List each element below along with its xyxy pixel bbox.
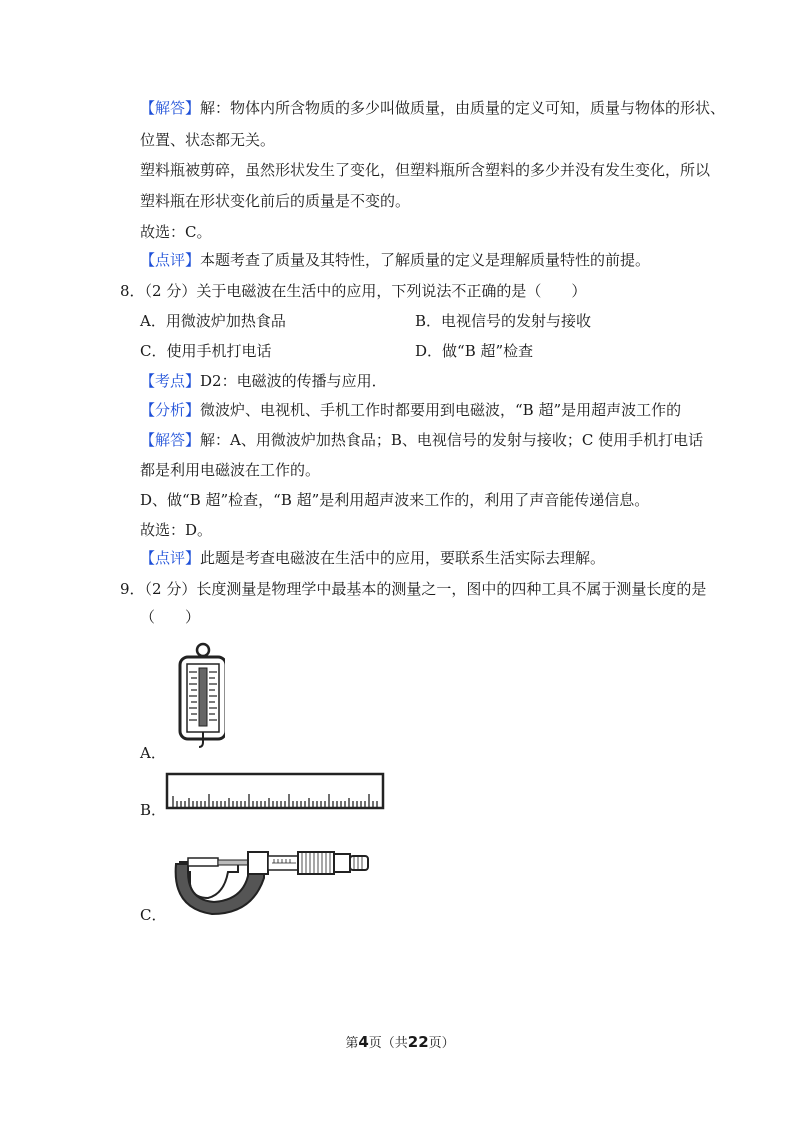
choice-text: 故选：C。 — [140, 223, 212, 241]
option-a: A．用微波炉加热食品 — [140, 312, 286, 330]
knowledge-point-line — [140, 371, 387, 391]
footer-prefix: 第 — [345, 1036, 359, 1051]
answer-paren: （ ） — [140, 608, 201, 626]
comment-tag: 【点评】 — [140, 549, 201, 567]
answer-text-line: 都是利用电磁波在工作的。 — [140, 461, 321, 479]
answer-tag: 【解答】 — [140, 431, 201, 449]
answer-text: 解：A、用微波炉加热食品；B、电视信号的发射与接收；C 使用手机打电话 — [200, 431, 704, 449]
option-b: B．电视信号的发射与接收 — [415, 312, 592, 330]
analysis-tag: 【分析】 — [140, 401, 201, 419]
answer-text-line: D、做“B 超”检查，“B 超”是利用超声波来工作的，利用了声音能传递信息。 — [140, 491, 650, 509]
figure-a-label: A． — [140, 744, 166, 762]
question-8-stem: 8．（2 分）关于电磁波在生活中的应用，下列说法不正确的是（ ） — [120, 282, 587, 300]
option-c: C．使用手机打电话 — [140, 342, 272, 360]
page-total: 22 — [407, 1033, 429, 1051]
footer-suffix: 页） — [428, 1036, 455, 1051]
figure-b-label: B． — [140, 801, 167, 819]
page-number: 4 — [358, 1033, 369, 1051]
comment-tag: 【点评】 — [140, 251, 201, 269]
answer-text-line: 塑料瓶在形状变化前后的质量是不变的。 — [140, 192, 411, 210]
option-d: D．做“B 超”检查 — [415, 342, 534, 360]
answer-tag: 【解答】 — [140, 99, 201, 117]
micrometer-icon — [168, 848, 388, 920]
knowledge-point-text: D2：电磁波的传播与应用． — [200, 372, 387, 390]
spring-scale-icon — [165, 640, 225, 748]
figure-c-label: C． — [140, 906, 167, 924]
answer-line — [140, 430, 703, 450]
question-9-stem: 9．（2 分）长度测量是物理学中最基本的测量之一，图中的四种工具不属于测量长度的是 — [120, 580, 707, 598]
comment-text: 此题是考查电磁波在生活中的应用，要联系生活实际去理解。 — [200, 549, 606, 567]
page-footer — [0, 1032, 800, 1051]
answer-text-line: 位置、状态都无关。 — [140, 131, 276, 149]
ruler-icon — [165, 772, 385, 810]
analysis-line — [140, 400, 681, 420]
answer-text: 解：物体内所含物质的多少叫做质量，由质量的定义可知，质量与物体的形状、 — [200, 99, 726, 117]
analysis-text: 微波炉、电视机、手机工作时都要用到电磁波，“B 超”是用超声波工作的 — [200, 401, 682, 419]
answer-line — [140, 98, 725, 118]
comment-line — [140, 250, 650, 270]
knowledge-point-tag: 【考点】 — [140, 372, 201, 390]
comment-line — [140, 548, 605, 568]
footer-mid: 页（共 — [368, 1036, 408, 1051]
comment-text: 本题考查了质量及其特性，了解质量的定义是理解质量特性的前提。 — [200, 251, 651, 269]
answer-text-line: 塑料瓶被剪碎，虽然形状发生了变化，但塑料瓶所含塑料的多少并没有发生变化，所以 — [140, 161, 711, 179]
choice-text: 故选：D。 — [140, 521, 213, 539]
